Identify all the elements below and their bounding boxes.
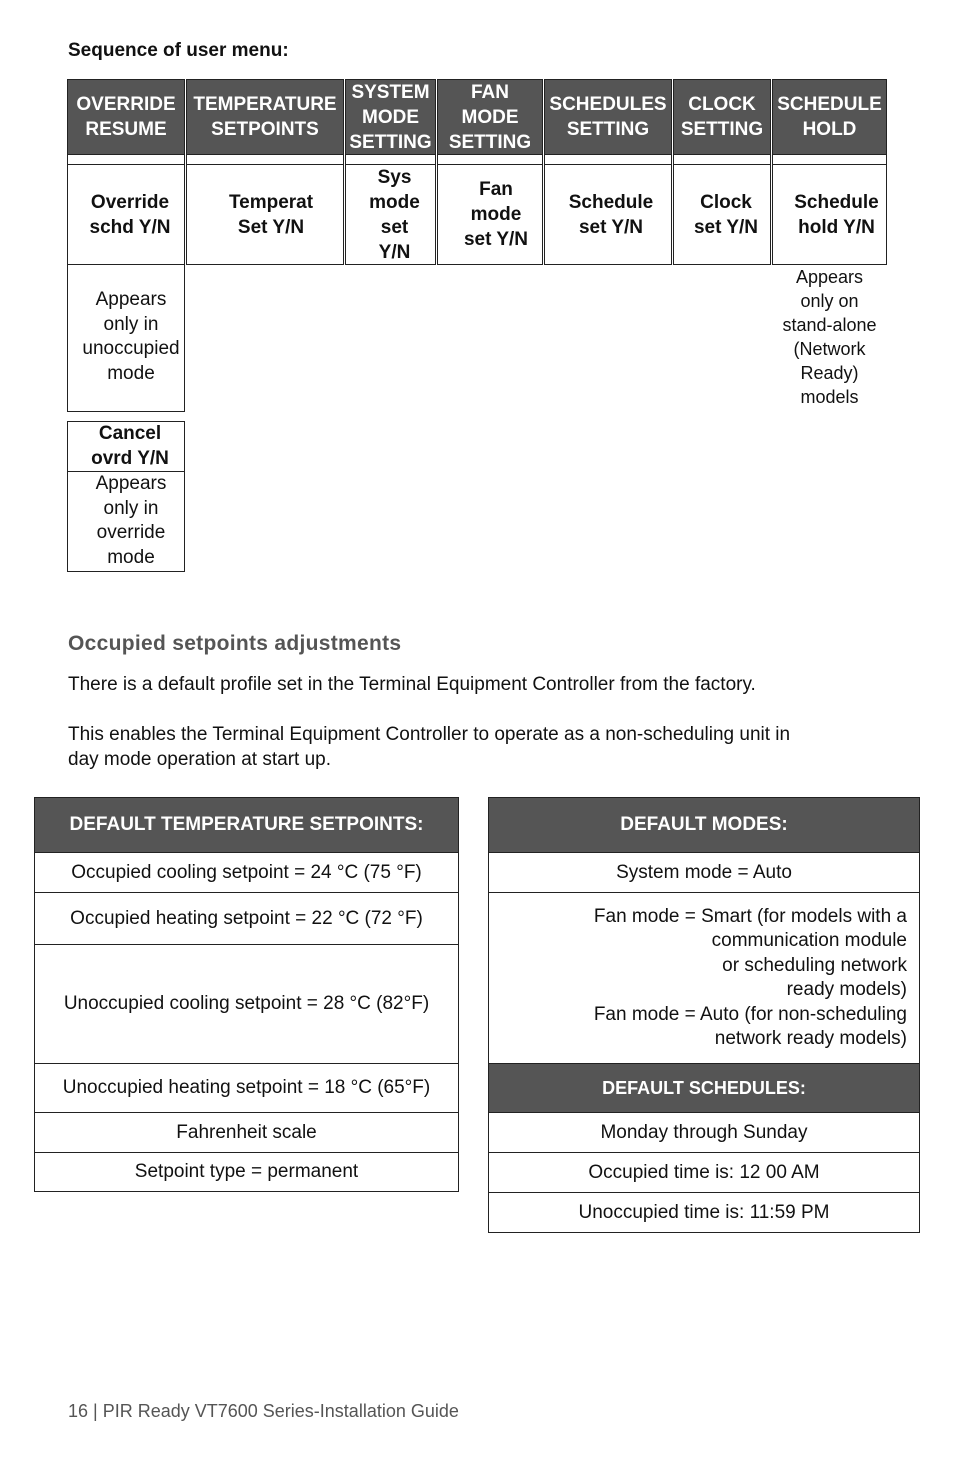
menu-sequence-title: Sequence of user menu: [68,40,289,61]
item-sys-mode-set: Sys mode set Y/N [345,164,436,265]
modes-table-header: DEFAULT MODES: [489,798,919,853]
paragraph-non-scheduling: This enables the Terminal Equipment Controller to operate as a non-scheduling unit in day mode operation at start up. [68,724,791,770]
item-temperature-set: Temperat Set Y/N [186,164,344,265]
item-schedule-set: Schedule set Y/N [544,164,672,265]
paragraph-default-profile: There is a default profile set in the Terminal Equipment Controller from the factory. [68,674,756,695]
schedules-table-header: DEFAULT SCHEDULES: [489,1064,919,1113]
header-system-mode-setting: SYSTEM MODE SETTING [345,79,436,155]
table-row: Setpoint type = permanent [134,1161,359,1182]
table-row: Monday through Sunday [489,1113,919,1153]
item-fan-mode-set: Fan mode set Y/N [437,164,543,265]
cancel-note: Appears only in override mode [95,473,167,568]
header-schedules-setting: SCHEDULES SETTING [544,79,672,155]
header-fan-mode-setting: FAN MODE SETTING [437,79,543,155]
item-schedule-hold: Schedule hold Y/N [772,164,887,265]
table-row: Unoccupied cooling setpoint = 28 °C (82°F) [35,945,458,1064]
item-clock-set: Clock set Y/N [673,164,771,265]
modes-table [488,797,920,1233]
override-note: Appears only in unoccupied mode [82,289,180,384]
header-temperature-setpoints: TEMPERATURE SETPOINTS [186,79,344,155]
item-override-schd: Override schd Y/N [67,164,185,265]
setpoints-table-header: DEFAULT TEMPERATURE SETPOINTS: [35,798,458,853]
table-row: Fan mode = Smart (for models with a communication module or scheduling network ready models) Fan mode = Auto (for non-scheduling network ready models) [489,893,919,1064]
header-override-resume: OVERRIDE RESUME [67,79,185,155]
page-footer: 16 | PIR Ready VT7600 Series-Installation Guide [68,1401,459,1421]
table-row: Occupied heating setpoint = 22 °C (72 °F) [35,893,458,945]
schedule-hold-note: Appears only on stand-alone (Network Ready) models [782,267,877,407]
table-row: System mode = Auto [489,853,919,893]
table-row: Fahrenheit scale [35,1113,458,1153]
table-row: Unoccupied heating setpoint = 18 °C (65°F) [35,1064,458,1113]
section-title: Occupied setpoints adjustments [68,632,402,655]
header-clock-setting: CLOCK SETTING [673,79,771,155]
table-row: Unoccupied time is: 11:59 PM [578,1201,830,1223]
setpoints-table [34,797,459,1192]
table-row: Occupied cooling setpoint = 24 °C (75 °F) [35,853,458,893]
table-row: Occupied time is: 12 00 AM [489,1153,919,1193]
item-cancel-ovrd: Cancel ovrd Y/N [67,421,185,472]
header-schedule-hold: SCHEDULE HOLD [772,79,887,155]
